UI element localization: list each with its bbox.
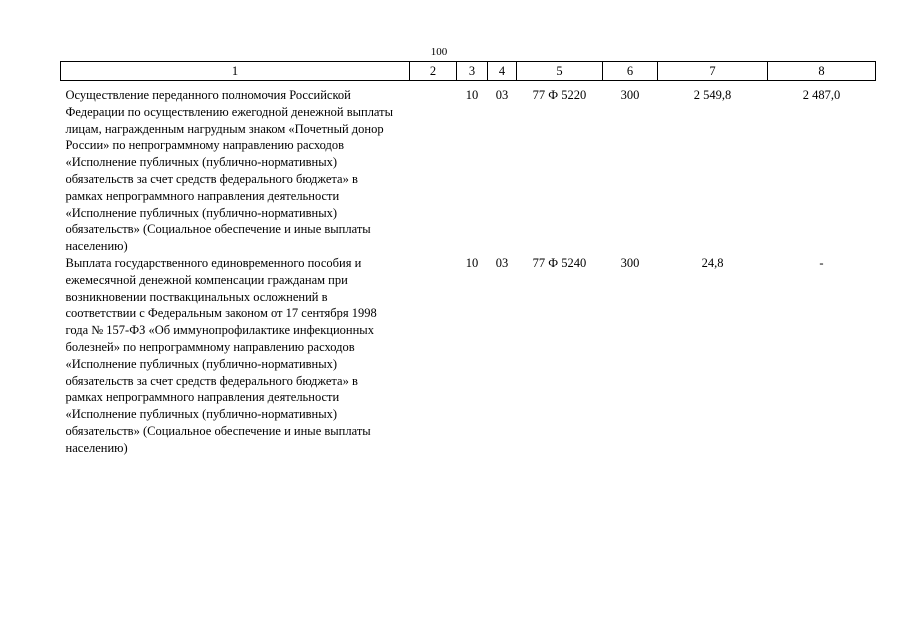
row-section: 10	[465, 88, 479, 102]
row-description: Выплата государственного единовременного пособия и ежемесячной денежной компенсации гражданам при возникновении поствакцинальных осложнений в соответствии с Федеральным законом от 17 сентября 1998 года № 157-ФЗ «Об иммунопрофилактике инфекционных болезней» по непрограммному направлению расходов «Исполнение публичных (публично-нормативных) обязательств за счет средств федерального бюджета» в рамках непрограммного направления деятельности «Исполнение публичных (публично-нормативных) обязательств» (Социальное обеспечение и иные выплаты населению)	[65, 255, 377, 455]
header-col-5: 5	[517, 62, 603, 81]
header-col-3: 3	[457, 62, 488, 81]
row-subsection: 03	[495, 255, 509, 270]
header-col-6: 6	[603, 62, 658, 81]
row-amount-1: 24,8	[701, 255, 724, 270]
header-col-4: 4	[488, 62, 517, 81]
header-col-8: 8	[768, 62, 876, 81]
row-section: 10	[465, 255, 479, 270]
row-amount-2: -	[819, 255, 824, 270]
row-amount-1: 2 549,8	[693, 88, 732, 102]
table-body	[61, 81, 876, 457]
table-header	[61, 62, 876, 81]
row-col-2	[410, 255, 457, 457]
row-description: Осуществление переданного полномочия Российской Федерации по осуществлению ежегодной денежной выплаты лицам, награжденным нагрудным знаком «Почетный донор России» по непрограммному направлению расходов «Исполнение публичных (публично-нормативных) обязательств за счет средств федерального бюджета» в рамках непрограммного направления деятельности «Исполнение публичных (публично-нормативных) обязательств» (Социальное обеспечение и иные выплаты населению)	[65, 88, 394, 254]
row-subsection: 03	[495, 88, 509, 102]
table-row	[61, 81, 876, 255]
row-expense-type: 300	[620, 255, 640, 270]
row-col-2	[410, 81, 457, 255]
row-expense-type: 300	[620, 88, 640, 102]
page-number: 100	[430, 46, 448, 58]
header-row	[61, 62, 876, 81]
budget-table	[60, 61, 876, 457]
header-col-7: 7	[658, 62, 768, 81]
row-target-code: 77 Ф 5220	[532, 88, 587, 102]
row-target-code: 77 Ф 5240	[532, 255, 587, 270]
table-row	[61, 255, 876, 457]
header-col-1: 1	[61, 62, 410, 81]
header-col-2: 2	[410, 62, 457, 81]
row-amount-2: 2 487,0	[802, 88, 841, 102]
